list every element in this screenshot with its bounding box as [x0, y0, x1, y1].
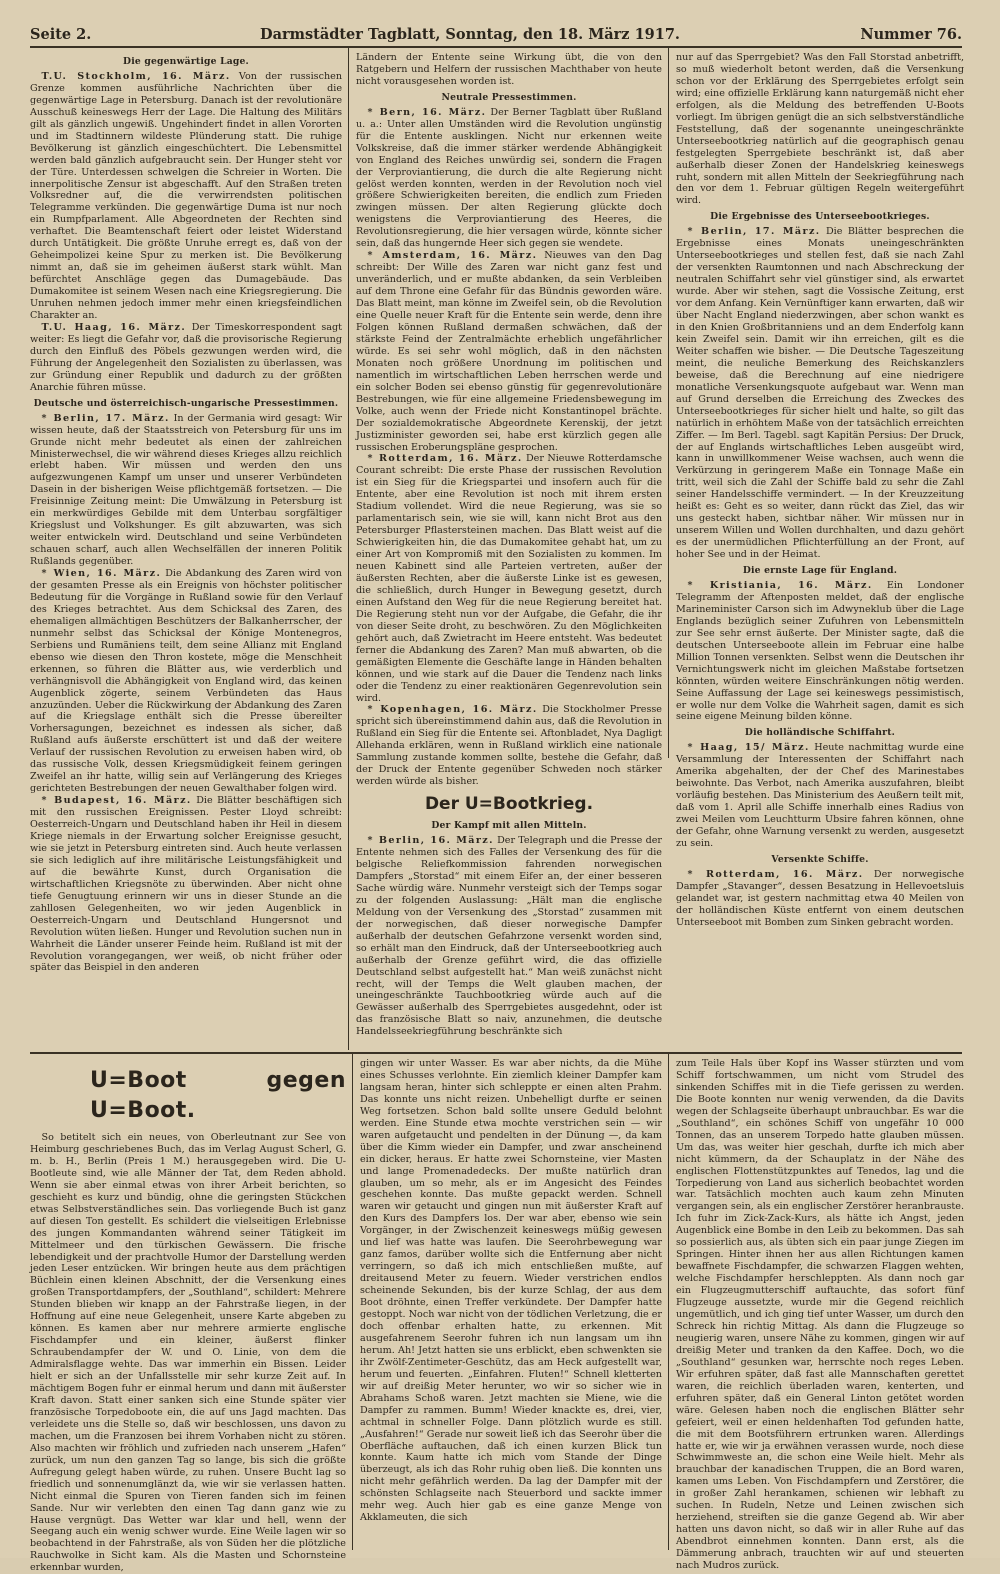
feuilleton-text: gingen wir unter Wasser. Es war aber nichts, da die Mühe eines Schusses verlohnte. Ein ziemlich kleiner Dampfer kam langsam heran, hinter sich schleppte er einen alten Prahm. Das konnte uns nicht reizen. Unbehelligt durfte er seinen Weg fortsetzen. Schon bald sollte unsere Geduld belohnt werden. Eine Stunde etwa mochte verstrichen sein — wir waren aufgetaucht und pendelten in der Dünung —, da kam über die Kimm wieder ein Dampfer, und zwar anscheinend ein dicker, heraus. Er hatte zwei Schornsteine, vier Masten und lange Promenadedecks. Der mußte natürlich dran glauben, um so mehr, als er im Angesicht des Feindes geschehen konnte. Das mußte gepackt werden. Schnell waren wir getaucht und gingen nun mit äußerster Kraft auf den Kurs des Dampfers los. Der war aber, ebenso wie sein Vorgänger, in der Zwischenzeit keineswegs müßig gewesen und lief was hatte was laufen. Die Seerohrbewegung war ganz famos, darüber wollte sich die Entfernung aber nicht verringern, so daß ich mich entschließen mußte, auf dreitausend Meter zu feuern. Wieder verstrichen endlos scheinende Sekunden, bis der kurze Schlag, der aus dem Boot dröhnte, einen Treffer verkündete. Der Dampfer hatte gestoppt. Noch war nicht von der tödlichen Verletzung, die er doch offenbar erhalten hatte, zu erkennen. Mit ausgefahrenem Seerohr fuhren ich nun langsam um ihn herum. Ah! Jetzt hatten sie uns erblickt, eben schwenkten sie ihr Zwölf-Zentimeter-Geschütz, das am Heck aufgestellt war, herum und feuerten. „Einfahren. Fluten!“ Schnell kletterten wir auf dreißig Meter herunter, wo wir so sicher wie in Abrahams Schoß waren. Jetzt machten sie Miene, wie die Dampfer zu rammen. Bumm! Wieder knackte es, drei, vier, achtmal in schneller Folge. Dann plötzlich wurde es still. „Ausfahren!“ Gerade nur soweit ließ ich das Seerohr über die Oberfläche auftauchen, daß ich einen kurzen Blick tun konnte. Kaum hatte ich mich vom Stande der Dinge überzeugt, als ich das Rohr ruhig oben ließ. Die konnten uns nicht mehr gefährlich werden. Da lag der Dampfer mit der schönsten Schlagseite nach Steuerbord und sackte immer mehr weg. Auch hier gab es eine ganze Menge von Akklameuten, die sich	[360, 1058, 662, 1524]
column-2	[356, 52, 662, 1052]
feuilleton-text: zum Teile Hals über Kopf ins Wasser stürzten und vom Schiff fortschwammen, um nicht vom Strudel des sinkenden Schiffes mit in die Tiefe gerissen zu werden. Die Boote konnten nur wenig verwenden, da die Davits wegen der Schlagseite überhaupt unbrauchbar. Es war die „Southland“, ein schönes Schiff von ungefähr 10 000 Tonnen, das an unserem Torpedo hatte glauben müssen. Um das, was weiter hier geschah, durfte ich mich aber nicht kümmern, da der Schauplatz in der Nähe des englischen Flottenstützpunktes auf Tenedos, lag und die Torpedierung von Land aus sicherlich beobachtet worden war. Tatsächlich mochten auch kaum zehn Minuten vergangen sein, als ein englischer Zerstörer heranbrauste. Ich fuhr im Zick-Zack-Kurs, als hätte ich Angst, jeden Augenblick eine Bombe in den Leib zu bekommen. Das sah so possierlich aus, als übten sich ein paar junge Ziegen im Springen. Hinter ihnen her aus allen Richtungen kamen bewaffnete Fischdampfer, die schwarzen Flaggen wehten, welche Fischdampfer herschleppten. Als dann noch gar ein Flugzeugmutterschiff auftauchte, das sofort fünf Flugzeuge aussetzte, wurde mir die Gegend reichlich ungemütlich, und ich ging tief unter Wasser, um durch den Schreck hin richtig Mittag. Als dann die Flugzeuge so neugierig waren, unsere Nähe zu kommen, gingen wir auf dreißig Meter und tranken da den Kaffee. Doch, wo die „Southland“ gesunken war, herrschte noch reges Leben. Wir erfuhren später, daß fast alle Mannschaften gerettet waren, die reichlich überladen waren, kenterten, und erfuhren später, daß ein General Linton getötet worden wäre. Gelesen haben noch die englischen Blätter sehr gefeiert, weil er einen heldenhaften Tod gefunden hatte, die mit dem Bootsführern ertrunken waren. Allerdings hatte er, wie wir ja erwähnen verassen wurde, noch diese Schwimmweste an, die schon eine Weile hielt. Mehr als brauchbar der kanadischen Truppen, die an Bord waren, kamen ums Leben. Von Fischdampfern und Zerstörer, die in großer Zahl herankamen, schienen wir lebhaft zu suchen. In Rudeln, Netze und Leinen zwischen sich herziehend, streiften sie die ganze Gegend ab. Wir aber hatten uns davon nicht, so daß wir in aller Ruhe auf das Abendbrot einnehmen konnten. Dann erst, als die Dämmerung anbrach, trauchten wir auf und steuerten nach Mudros zurück.	[676, 1058, 964, 1572]
article: * Amsterdam, 16. März. Nieuwes van den Dag schreibt: Der Wille des Zaren war nicht ganz fest und unveränderlich, und er mußte abdanken, da sein Verbleiben auf dem Throne eine Gefahr für das Bündnis geworden wäre. Das Blatt meint, man könne im Zweifel sein, ob die Revolution eine Quelle neuer Kraft für die Entente sein werde, denn ihre Folgen können Rußland dermaßen schwächen, daß der stärkste Feind der Zentralmächte erheblich ungefährlicher würde. Es sei sehr wohl möglich, daß in den nächsten Monaten noch größere Unordnung im politischen und namentlich im wirtschaftlichen Leben herrschen werde und ein solcher Boden sei ebenso günstig für gegenrevolutionäre Bestrebungen, wie für eine allgemeine Friedensbewegung im Volke, auch wenn der Friede nicht Konstantinopel brächte. Der sozialdemokratische Abgeordnete Kerenskij, der jetzt Justizminister geworden sei, habe erst kürzlich gegen alle russischen Eroberungspläne gesprochen.	[356, 250, 662, 453]
section-title: Die holländische Schiffahrt.	[744, 727, 896, 739]
feuilleton-divider-1	[352, 1054, 353, 1550]
article: * Kopenhagen, 16. März. Die Stockholmer Presse spricht sich übereinstimmend dahin aus, daß die Revolution in Rußland ein Sieg für die Entente sei. Aftonbladet, Nya Dagligt Allehanda erklären, wenn in Rußland wirklich eine nationale Sammlung zustande kommen sollte, bestehe die Gefahr, daß der Druck der Entente gegenüber Schweden noch stärker werden würde als bisher.	[356, 704, 662, 788]
feuilleton-title: U=Boot gegen U=Boot.	[90, 1068, 346, 1123]
feuilleton-column-3	[676, 1058, 964, 1572]
column-divider-1	[348, 48, 349, 1050]
section-title: Versenkte Schiffe.	[771, 853, 869, 865]
article: * Berlin, 17. März. In der Germania wird gesagt: Wir wissen heute, daß der Staatsstreich von Petersburg für uns im Grunde nicht mehr bedeutet als einen der zahlreichen Ministerwechsel, die wir während dieses Krieges allzu reichlich erlebt haben. Wir müssen und werden den uns aufgezwungenen Kampf um unser und unserer Verbündeten Dasein in der bisherigen Weise pflichtgemäß fortsetzen. — Die Freisinnige Zeitung meint: Die Umwälzung in Petersburg ist ein merkwürdiges Gebilde mit dem Unterbau sorgfältiger Kriegslust und Volkshunger. Es gilt abzuwarten, was sich weiter entwickeln wird. Deutschland und seine Verbündeten schauen scharf, auch allen Wechselfällen der inneren Politik Rußlands gegenüber.	[30, 412, 342, 568]
column-3	[676, 52, 964, 928]
feuilleton-column-1	[30, 1058, 346, 1574]
column-1	[30, 52, 342, 1052]
article: * Wien, 16. März. Die Abdankung des Zaren wird von der gesamten Presse als ein Ereignis von höchster politischer Bedeutung für die Vorgänge in Rußland sowie für den Verlauf des Krieges betrachtet. Aus dem Schicksal des Zaren, des ehemaligen allmächtigen Beschützers der Balkanherrscher, der nunmehr selbst das Schicksal der Könige Montenegros, Serbiens und Rumäniens teilt, dem seine Allianz mit England ebenso wie diesen den Thron kostete, möge die Menschheit erkennen, so führen die Blätter aus, wie verderblich und verhängnisvoll die Abhängigkeit von England wird, das keinen Augenblick zögerte, seinem Verbündeten das Haus anzuzünden. Ueber die Rückwirkung der Abdankung des Zaren auf die Kriegslage enthält sich die Presse übereilter Vorhersagungen, bezeichnet es indessen als sicher, daß Rußland aufs äußerste erschüttert ist und daß der weitere Verlauf der russischen Revolution zu erweisen haben wird, ob das russische Volk, dessen Kriegsmüdigkeit feinem geringen Zweifel an ihr hatte, willig sein auf Verlängerung des Krieges gerichteten Bestrebungen der neuen Gewalthaber folgen wird.	[30, 568, 342, 795]
feuilleton-column-2	[360, 1058, 662, 1550]
article: * Rotterdam, 16. März. Der norwegische Dampfer „Stavanger“, dessen Besatzung in Hellevoetsluis gelandet war, ist gestern nachmittag etwa 40 Meilen von der holländischen Küste entfernt von einem deutschen Unterseeboot mit Bomben zum Sinken gebracht worden.	[676, 868, 964, 928]
page-header	[30, 22, 962, 46]
section-title: Die ernste Lage für England.	[742, 565, 898, 577]
masthead-title: Darmstädter Tagblatt, Sonntag, den 18. März 1917.	[260, 26, 680, 43]
section-title: Der Kampf mit allen Mitteln.	[431, 820, 587, 832]
page-label: Seite 2.	[30, 26, 92, 43]
article: * Budapest, 16. März. Die Blätter beschäftigen sich mit den russischen Ereignissen. Pester Lloyd schreibt: Oesterreich-Ungarn und Deutschland haben ihr Heil in diesem Kriege niemals in der Erwartung solcher Ereignisse gesucht, wie sie jetzt in Petersburg eintreten sind. Auch heute verlassen sie sich lediglich auf ihre militärische Leistungsfähigkeit und auf die bewährte Kunst, durch Organisation die wirtschaftlichen Kriegsnöte zu überwinden. Aber nicht ohne tiefe Genugtuung erinnern wir uns in dieser Stunde an die zahllosen Gelegenheiten, wo wir jeden Augenblick in Oesterreich-Ungarn und Deutschland Hungersnot und Revolution wüten ließen. Hunger und Revolution suchen nun in Wahrheit die Länder unserer Feinde heim. Rußland ist mit der Revolution vorangegangen, wer weiß, ob nicht früher oder später das Beispiel in den anderen	[30, 795, 342, 974]
section-title: Neutrale Pressestimmen.	[441, 91, 577, 103]
section-title: Die gegenwärtige Lage.	[123, 56, 249, 67]
article-continuation: Ländern der Entente seine Wirkung übt, die von den Ratgebern und Helfern der russischen Machthaber von heute nicht vorausgesehen worden ist.	[356, 52, 662, 87]
article: * Berlin, 17. März. Die Blätter besprechen die Ergebnisse eines Monats uneingeschränkten Unterseebootkrieges und stellen fest, daß sie nach Zahl der versenkten Raumtonnen und nach Abschreckung der neutralen Schiffahrt sehr viel günstiger sind, als erwartet wurde. Aber wir stehen, sagt die Vossische Zeitung, erst vor dem Anfang. Kein Vernünftiger kann erwarten, daß wir über Nacht England niederzwingen, aber schon wankt es in den Knien Großbritanniens und an dem Enderfolg kann kein Zweifel sein. Damit wir ihn erreichen, gilt es die Weiter schaffen wie bisher. — Die Deutsche Tageszeitung meint, die neuliche Bemerkung des Reichskanzlers beweise, daß die Berechnung auf eine niedrigere monatliche Versenkungsquote aufgebaut war. Wenn man auf Grund derselben die Erreichung des Zweckes des Unterseebootkrieges für sicher hielt und halte, so gilt das natürlich in erhöhtem Maße von der tatsächlich erreichten Ziffer. — Im Berl. Tagebl. sagt Kapitän Persius: Der Druck, der auf Englands wirtschaftliches Leben ausgeübt wird, kann in unwillkommener Weise wachsen, auch wenn die Verkürzung in geringerem Maße ein Tonnage Maße ein tritt, weil sich die Zahl der Schiffe bald zu sehr die Zahl seiner Handelsschiffe vermindert. — In der Kreuzzeitung heißt es: Geht es so weiter, dann rückt das Ziel, das wir uns gesteckt haben, sichtbar näher. Wir müssen nur in unserem Willen und Wollen durchhalten, und dazu gehört es der unermüdlichen Pflichterfüllung an der Front, auf hoher See und in der Heimat.	[676, 226, 964, 561]
article: * Rotterdam, 16. März. Der Nieuwe Rotterdamsche Courant schreibt: Die erste Phase der russischen Revolution ist ein Sieg für die Kriegspartei und insofern auch für die Entente, aber eine Revolution ist noch mit ihrem ersten Stadium vollendet. Wird die neue Regierung, was sie so parlamentarisch sein, wie sie will, kann nicht Brot aus den Petersburger Pflastersteinen machen. Das Blatt weist auf die Schwierigkeiten hin, die das Dumakomitee gehabt hat, um zu einer Art von Kompromiß mit den Sozialisten zu kommen. Im neuen Kabinett sind alle Parteien vertreten, außer der äußersten Rechten, aber die äußerste Linke ist es gewesen, die schließlich, durch Hunger in Bewegung gesetzt, durch einen Aufstand den Weg für die neue Regierung bereitet hat. Die Regierung steht nun vor der Aufgabe, die Gefahr, die ihr von dieser Seite droht, zu beschwören. Zu den Möglichkeiten gehört auch, daß Zwietracht im Heere entsteht. Was bedeutet ferner die Abdankung des Zaren? Man muß abwarten, ob die gemäßigten Elemente die Geschäfte lange in Händen behalten können, und wie stark auf die Dauer die Tendenz nach links oder die Tendenz zu einer reaktionären Gegenrevolution sein wird.	[356, 453, 662, 704]
feuilleton-rule	[30, 1052, 962, 1054]
article: * Haag, 15/ März. Heute nachmittag wurde eine Versammlung der Interessenten der Schiffahrt nach Amerika abgehalten, der der Chef des Marinestabes beiwohnte. Das Verbot, nach Amerika auszufahren, bleibt vorläufig bestehen. Das Ministerium des Aeußern teilt mit, daß vom 1. April alle Schiffe innerhalb eines Radius von zwei Meilen vom Leuchtturm Ubsire fahren können, ohne der Gefahr, ohne Warnung versenkt zu werden, ausgesetzt zu sein.	[676, 742, 964, 849]
u-boot-headline: Der U=Bootkrieg.	[424, 794, 594, 815]
header-rule	[30, 46, 962, 48]
section-title: Deutsche und österreichisch-ungarische Pressestimmen.	[33, 397, 339, 409]
article: T.U. Stockholm, 16. März. Von der russischen Grenze kommen ausführliche Nachrichten über die gegenwärtige Lage in Petersburg. Danach ist der revolutionäre Ausschuß keineswegs Herr der Lage. Die Haltung des Militärs gilt als gänzlich ungewiß. Ungehindert findet in allen Vororten und im Stadtinnern wildeste Plünderung statt. Die ruhige Bevölkerung ist gänzlich eingeschüchtert. Die Lebensmittel werden bald gänzlich aufgebraucht sein. Der Hunger steht vor der Türe. Unterdessen schwelgen die Schreier in Worten. Die innerpolitische Zensur ist abgeschafft. Auf den Straßen treten Volksredner auf, die die verwirrendsten politischen Telegramme verkünden. Die gegenwärtige Duma ist nur noch ein Rumpfparlament. Alle Abgeordneten der Rechten sind verhaftet. Die Beamtenschaft feiert oder leistet Widerstand durch Untätigkeit. Die größte Unruhe erregt es, daß von der Geheimpolizei keine Spur zu merken ist. Die Bevölkerung nimmt an, daß sie im geheimen äußerst stark wühlt. Man befürchtet Anschläge gegen das Dumagebäude. Das Dumakomitee ist seinem Wesen nach eine Kriegsregierung. Die Unruhen nehmen jedoch immer mehr einen kriegsfeindlichen Charakter an.	[30, 70, 342, 322]
feuilleton-text: So betitelt sich ein neues, von Oberleutnant zur See von Heimburg geschriebenes Buch, das im Verlag August Scherl, G. m. b. H., Berlin (Preis 1 M.) herausgegeben wird. Die U-Bootleute sind, wie alle Männer der Tat, dem Reden abhold. Wenn sie aber einmal etwas von ihrer Arbeit berichten, so geschieht es kurz und bündig, ohne die geringsten Stückchen etwas Selbstverständliches sein. Das vorliegende Buch ist ganz auf diesen Ton gestellt. Es schildert die vielseitigen Erlebnisse des jungen Kommandanten während seiner Tätigkeit im Mittelmeer und den türkischen Gewässern. Die frische lebendigkeit und der prachtvolle Humor der Darstellung werden jeden Leser entzücken. Wir bringen heute aus dem prächtigen Büchlein einen kleinen Abschnitt, der die Versenkung eines großen Transportdampfers, der „Southland“, schildert: Mehrere Stunden blieben wir knapp an der Fahrstraße liegen, in der Hoffnung auf eine neue Gelegenheit, unsere Karte abgeben zu können. Es kamen aber nur mehrere armierte englische Fischdampfer und ein kleiner, äußerst flinker Schraubendampfer der W. und O. Linie, von dem die Admiralsflagge wehte. Das war immerhin ein Bissen. Leider hielt er sich an der Unfallsstelle mir sehr kurze Zeit auf. In mächtigem Bogen fuhr er einmal herum und dann mit äußerster Kraft davon. Statt einer sanken sich eine Stunde später vier französische Torpedoboote ein, die auf uns Jagd machten. Das verleidete uns die Stelle so, daß wir beschlossen, uns davon zu machen, um die Franzosen bei ihrem Vorhaben nicht zu stören. Also machten wir fröhlich und zufrieden nach unserem „Hafen“ zurück, um nun den ganzen Tag so lange, bis sich die größte Aufregung gelegt haben würde, zu ruhen. Unsere Bucht lag so friedlich und sonnenumglänzt da, wie wir sie verlassen hatten. Nicht einmal die Spuren von Tieren fanden sich im feinen Sande. Nur wir verlebten den einen Tag dann ganz wie zu Hause vergnügt. Das Wetter war klar und hell, wenn der Seegang auch ein wenig schwer wurde. Eine Weile lagen wir so beobachtend in der Fahrstraße, als von Süden her die plötzliche Rauchwolke in Sicht kam. Als die Masten und Schornsteine erkennbar wurden,	[30, 1132, 346, 1574]
article: T.U. Haag, 16. März. Der Timeskorrespondent sagt weiter: Es liegt die Gefahr vor, daß die provisorische Regierung durch den Einfluß des Pöbels gezwungen werden wird, die Führung der Angelegenheit den Sozialisten zu überlassen, was zur Gründung einer Republik und dadurch zu der größten Anarchie führen müsse.	[30, 321, 342, 393]
feuilleton-divider-2	[668, 1054, 669, 1550]
article-continuation: nur auf das Sperrgebiet? Was den Fall Storstad anbetrifft, so muß wiederholt betont werden, daß die Versenkung schon vor der Erklärung des Sperrgebietes erfolgt sein wird; eine offizielle Erklärung kann naturgemäß nicht eher erfolgen, als die Meldung des betreffenden U-Boots vorliegt. Im übrigen genügt die an sich selbstverständliche Feststellung, daß der sogenannte uneingeschränkte Unterseebootkrieg natürlich auf die geographisch genau festgelegten Sperrgebiete beschränkt ist, daß aber außerhalb dieser Zonen der Handelskrieg keineswegs ruht, sondern mit allen Mitteln der Seekriegführung nach den vor dem 1. Februar gültigen Regeln weitergeführt wird.	[676, 52, 964, 207]
section-title: Die Ergebnisse des Unterseebootkrieges.	[710, 211, 930, 223]
column-divider-2	[668, 48, 669, 758]
article: * Bern, 16. März. Der Berner Tagblatt über Rußland u. a.: Unter allen Umständen wird die Revolution ungünstig für die Entente ausklingen. Nicht nur erkennen weite Volkskreise, daß die immer stärker werdende Abhängigkeit von England des Reiches unwürdig sei, sondern die Fragen der Verproviantierung, die durch die alte Regierung nicht gelöst werden konnten, werden in der Revolution noch viel größere Schwierigkeiten bereiten, die endlich zum Frieden zwingen müssen. Der alten Regierung glückte doch wenigstens die Verproviantierung des Heeres, die Revolutionsregierung, die hier versagen würde, könnte sicher sein, daß das hungernde Heer sich gegen sie wendete.	[356, 106, 662, 250]
issue-number: Nummer 76.	[860, 26, 962, 43]
article: * Berlin, 16. März. Der Telegraph und die Presse der Entente nehmen sich des Falles der Versenkung des für die belgische Reliefkommission fahrenden norwegischen Dampfers „Storstad“ mit einem Eifer an, der einer besseren Sache würdig wäre. Nunmehr versteigt sich der Temps sogar zu der folgenden Auslassung: „Hält man die englische Meldung von der Versenkung des „Storstad“ zusammen mit der norwegischen, daß dieser norwegische Dampfer außerhalb der deutschen Gefahrzone versenkt worden sind, so erhält man den Eindruck, daß der Unterseebootkrieg auch außerhalb der Grenze geführt wird, die das offizielle Deutschland selbst aufgestellt hat.“ Man weiß zunächst nicht recht, will der Temps die Welt glauben machen, der uneingeschränkte Tauchbootkrieg würde auch auf die Gewässer außerhalb des Sperrgebietes ausgedehnt, oder ist das französische Blatt so naiv, anzunehmen, die deutsche Handelsseekriegführung beschränkte sich	[356, 835, 662, 1038]
article: * Kristiania, 16. März. Ein Londoner Telegramm der Aftenposten meldet, daß der englische Marineminister Carson sich im Adwyneklub über die Lage Englands bezüglich seiner Zufuhren von Lebensmitteln zur See sehr ernst äußerte. Der Minister sagte, daß die deutschen Unterseeboote allein im Februar eine halbe Million Tonnen versenkten. Selbst wenn die Deutschen ihr Vernichtungswerk nicht im gleichen Maßstabe fortsetzen könnten, würden weitere Einschränkungen nötig werden. Seine Auffassung der Lage sei keineswegs pessimistisch, er wolle nur dem Volke die Wahrheit sagen, damit es sich seine eigene Meinung bilden könne.	[676, 579, 964, 723]
